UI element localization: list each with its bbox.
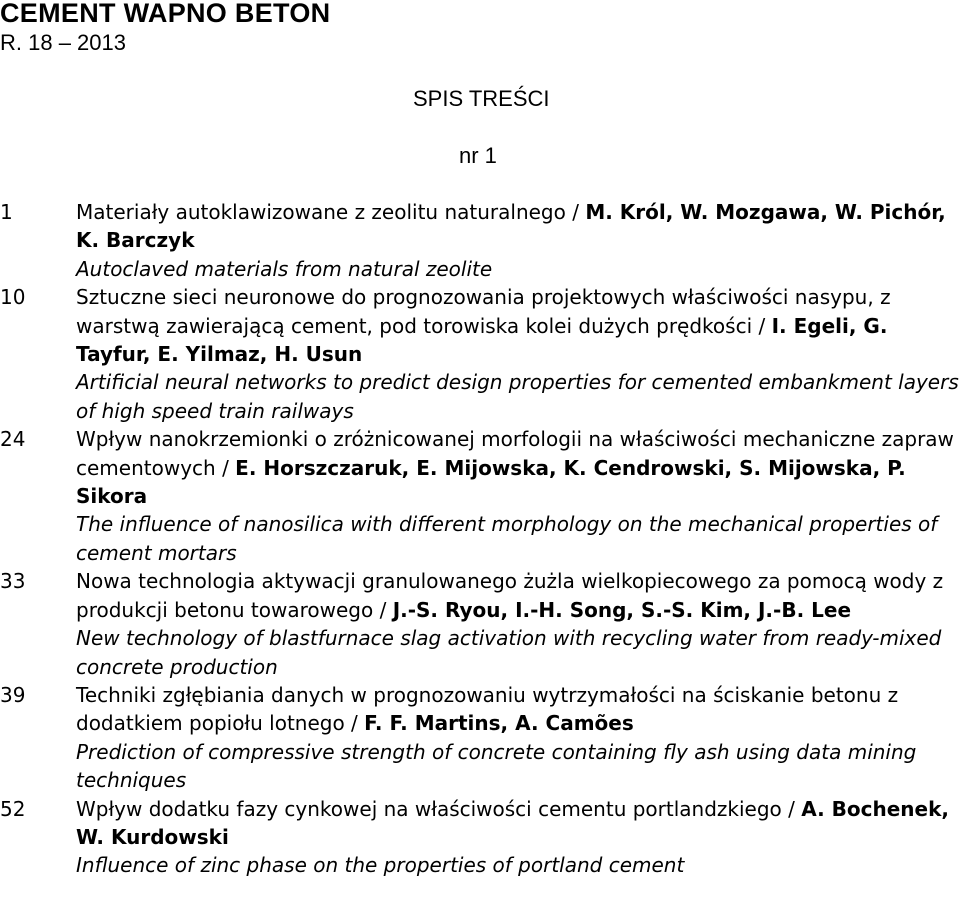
toc-authors: M. Król, W. Mozgawa, W. Pichór, K. Barczyk (76, 200, 946, 253)
toc-entry-body (76, 567, 960, 681)
toc-entry-body (76, 198, 960, 283)
toc-entry (0, 681, 960, 795)
toc-title-english: Autoclaved materials from natural zeolite (76, 256, 493, 281)
toc-title-english: Artificial neural networks to predict design properties for cemented embankment layers of high speed train railways (76, 370, 959, 423)
toc-page-number: 24 (0, 427, 26, 452)
toc-entry-body (76, 795, 960, 880)
journal-title: CEMENT WAPNO BETON (0, 0, 331, 28)
toc-authors: I. Egeli, G. Tayfur, E. Yilmaz, H. Usun (76, 313, 888, 367)
toc-entry (0, 198, 960, 283)
toc-entry (0, 567, 960, 681)
toc-page-number: 1 (0, 200, 13, 224)
toc-title-polish: Sztuczne sieci neuronowe do prognozowania projektowych właściwości nasypu, z warstwą zawierającą cement, pod torowiska kolei dużych prędkości / (76, 285, 891, 338)
toc-title-english: Prediction of compressive strength of concrete containing fly ash using data mining techniques (76, 739, 917, 793)
toc-title-english: New technology of blastfurnace slag activation with recycling water from ready-mixed concrete production (76, 626, 942, 679)
toc-entry-body (76, 283, 960, 425)
toc-authors: J.-S. Ryou, I.-H. Song, S.-S. Kim, J.-B. Lee (392, 597, 852, 622)
toc-title-polish: Wpływ dodatku fazy cynkowej na właściwości cementu portlandzkiego / (76, 796, 802, 821)
toc-title-polish: Wpływ nanokrzemionki o zróżnicowanej morfologii na właściwości mechaniczne zapraw cementowych / (76, 427, 954, 480)
toc-title-polish: Materiały autoklawizowane z zeolitu naturalnego / (76, 200, 586, 224)
toc-authors: F. F. Martins, A. Camões (364, 711, 634, 736)
toc-page-number: 10 (0, 285, 26, 310)
journal-issue: R. 18 – 2013 (0, 30, 126, 55)
toc-title-polish: Nowa technologia aktywacji granulowanego żużla wielkopiecowego za pomocą wody z produkcji betonu towarowego / (76, 569, 944, 622)
issue-number: nr 1 (459, 143, 497, 168)
toc-entry-body (76, 425, 960, 567)
toc-entry (0, 795, 960, 880)
toc-authors: A. Bochenek, W. Kurdowski (76, 796, 949, 849)
toc-title-english: Influence of zinc phase on the properties of portland cement (76, 853, 685, 878)
toc-title-english: The influence of nanosilica with different morphology on the mechanical properties of cement mortars (76, 512, 938, 565)
toc-page-number: 39 (0, 682, 26, 707)
toc-list (0, 198, 960, 880)
toc-page-number: 33 (0, 569, 26, 594)
toc-page-number: 52 (0, 796, 26, 821)
toc-heading: SPIS TREŚCI (413, 86, 550, 111)
toc-authors: E. Horszczaruk, E. Mijowska, K. Cendrowski, S. Mijowska, P. Sikora (76, 455, 906, 509)
toc-title-polish: Techniki zgłębiania danych w prognozowaniu wytrzymałości na ściskanie betonu z dodatkiem popiołu lotnego / (76, 682, 899, 736)
toc-entry (0, 283, 960, 425)
toc-entry-body (76, 681, 960, 795)
toc-entry (0, 425, 960, 567)
